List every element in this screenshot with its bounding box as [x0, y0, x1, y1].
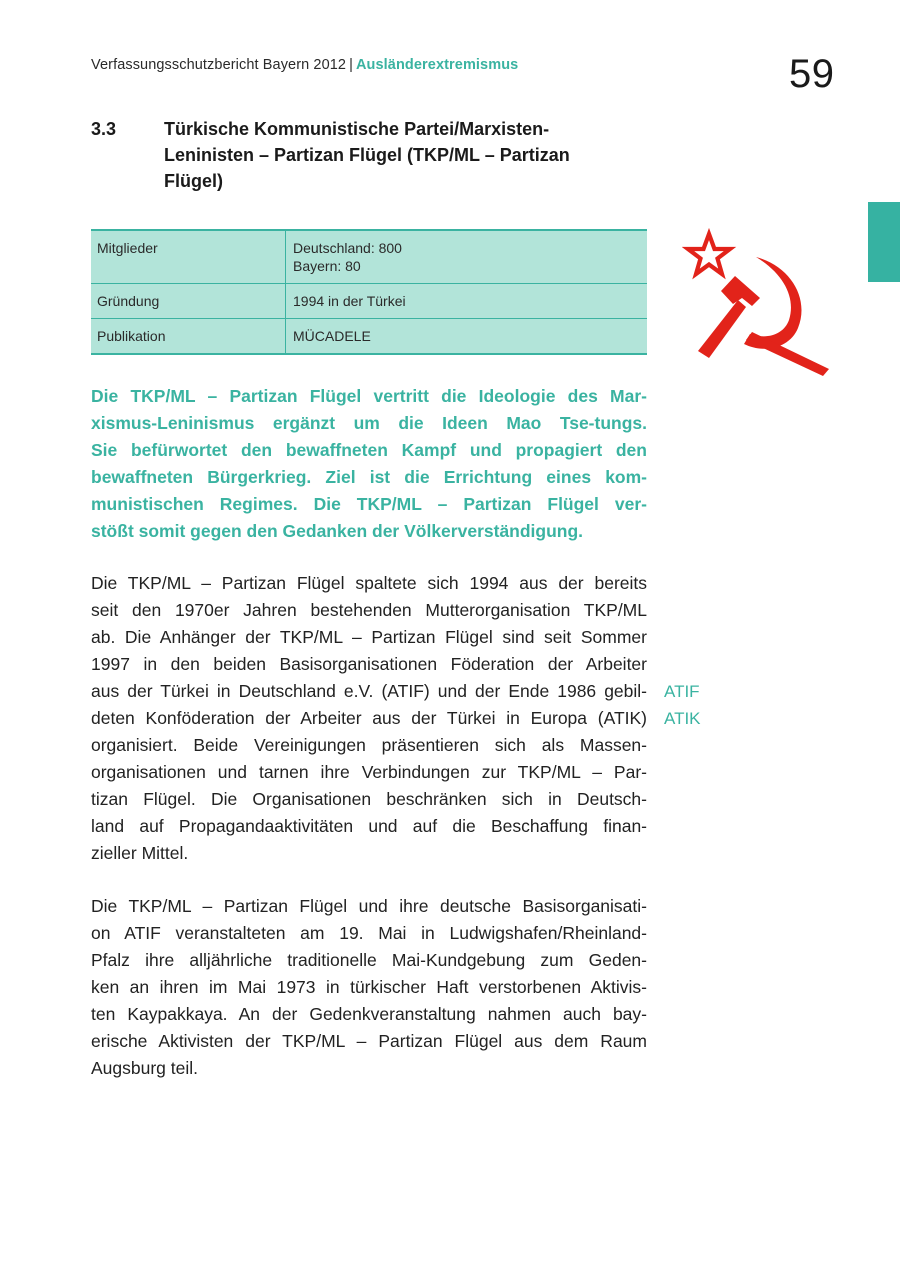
- fact-table: [91, 229, 647, 355]
- section-title-text: [164, 116, 634, 194]
- table-value: 1994 in der Türkei: [293, 293, 406, 309]
- margin-note-atif: ATIF: [664, 682, 700, 701]
- body-line: Die TKP/ML – Partizan Flügel und ihre deutsche Basisorganisati-: [91, 896, 647, 916]
- lead-line: bewaffneten Bürgerkrieg. Ziel ist die Errichtung eines kom-: [91, 467, 647, 487]
- chapter-tab-marker: [868, 202, 900, 282]
- body-line: ten Kaypakkaya. An der Gedenkveranstaltung nahmen auch bay-: [91, 1004, 647, 1024]
- lead-line: Die TKP/ML – Partizan Flügel vertritt die Ideologie des Mar-: [91, 386, 647, 406]
- body-paragraph: [91, 893, 647, 1082]
- body-line: on ATIF veranstalteten am 19. Mai in Ludwigshafen/Rheinland-: [91, 923, 647, 943]
- body-line: tizan Flügel. Die Organisationen beschränken sich in Deutsch-: [91, 789, 647, 809]
- lead-line: stößt somit gegen den Gedanken der Völkerverständigung.: [91, 521, 584, 541]
- body-line: organisiert. Beide Vereinigungen präsentieren sich als Massen-: [91, 735, 647, 755]
- page-number: 59: [789, 52, 835, 96]
- table-row: [91, 284, 647, 319]
- lead-line: munistischen Regimes. Die TKP/ML – Partizan Flügel ver-: [91, 494, 647, 514]
- table-value: [286, 230, 648, 284]
- body-line: Augsburg teil.: [91, 1058, 199, 1078]
- lead-line: xismus-Leninismus ergänzt um die Ideen Mao Tse-tungs.: [91, 413, 647, 433]
- value-line: Bayern: 80: [293, 258, 361, 274]
- hammer-and-sickle-with-star-icon: [682, 228, 832, 378]
- running-header: [91, 57, 518, 73]
- table-row: [91, 230, 647, 284]
- table-row: [91, 319, 647, 355]
- body-line: ken an ihren im Mai 1973 in türkischer Haft verstorbenen Aktivis-: [91, 977, 647, 997]
- lead-line: Sie befürwortet den bewaffneten Kampf und propagiert den: [91, 440, 647, 460]
- table-label: Gründung: [91, 284, 286, 319]
- body-line: Die TKP/ML – Partizan Flügel spaltete sich 1994 aus der bereits: [91, 573, 647, 593]
- body-line: ab. Die Anhänger der TKP/ML – Partizan Flügel sind seit Sommer: [91, 627, 647, 647]
- heading-line: Flügel): [164, 171, 223, 191]
- margin-note-atik: ATIK: [664, 709, 701, 728]
- value-line: Deutschland: 800: [293, 240, 402, 256]
- body-paragraph: [91, 570, 647, 867]
- heading-line: Leninisten – Partizan Flügel (TKP/ML – Partizan: [164, 145, 570, 165]
- publication-title: Verfassungsschutzbericht Bayern 2012: [91, 57, 347, 73]
- body-line: organisationen und tarnen ihre Verbindungen zur TKP/ML – Par-: [91, 762, 647, 782]
- table-value: MÜCADELE: [293, 328, 371, 344]
- body-line: 1997 in den beiden Basisorganisationen Föderation der Arbeiter: [91, 654, 647, 674]
- body-line: deten Konföderation der Arbeiter aus der Türkei in Europa (ATIK): [91, 708, 647, 728]
- body-line: Pfalz ihre alljährliche traditionelle Mai-Kundgebung zum Geden-: [91, 950, 647, 970]
- body-line: erische Aktivisten der TKP/ML – Partizan Flügel aus dem Raum: [91, 1031, 647, 1051]
- header-separator: |: [349, 57, 353, 73]
- table-label: Publikation: [91, 319, 286, 355]
- section-title: Ausländerextremismus: [355, 57, 519, 73]
- heading-line: Türkische Kommunistische Partei/Marxisten-: [164, 119, 550, 139]
- table-label: Mitglieder: [91, 230, 286, 284]
- body-line: aus der Türkei in Deutschland e.V. (ATIF) und der Ende 1986 gebil-: [91, 681, 647, 701]
- body-line: seit den 1970er Jahren bestehenden Mutterorganisation TKP/ML: [91, 600, 647, 620]
- body-line: zieller Mittel.: [91, 843, 189, 863]
- lead-paragraph: [91, 383, 647, 545]
- section-number: 3.3: [91, 119, 117, 139]
- body-line: land auf Propagandaaktivitäten und auf die Beschaffung finan-: [91, 816, 647, 836]
